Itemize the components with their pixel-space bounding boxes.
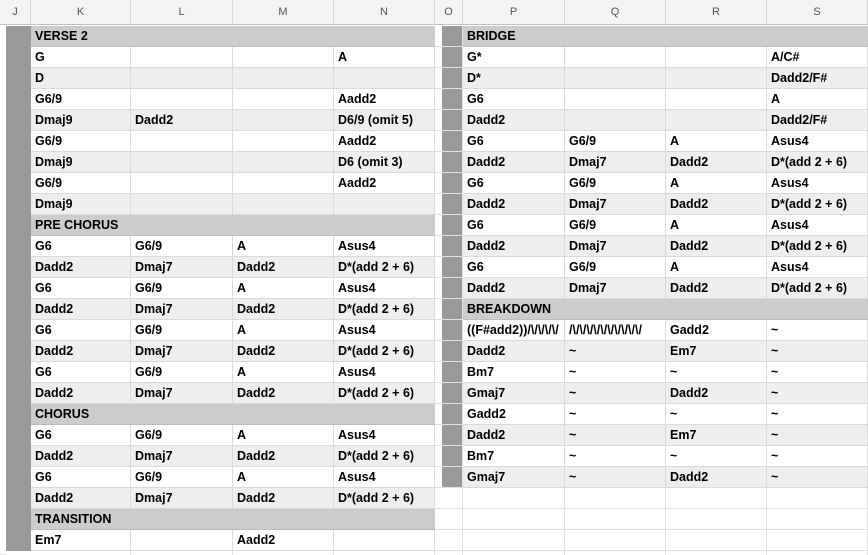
empty-cell[interactable] <box>565 488 666 509</box>
cell[interactable]: G6/9 <box>565 257 666 278</box>
cell[interactable] <box>131 194 233 215</box>
cell[interactable] <box>565 47 666 68</box>
cell[interactable]: Asus4 <box>767 215 868 236</box>
cell[interactable]: Aadd2 <box>334 173 435 194</box>
cell[interactable]: Asus4 <box>334 236 435 257</box>
column-header-j[interactable]: J <box>0 0 31 25</box>
cell[interactable]: Aadd2 <box>233 530 334 551</box>
cell[interactable]: Dadd2 <box>31 257 131 278</box>
cell[interactable]: ~ <box>565 362 666 383</box>
cell[interactable]: Dmaj7 <box>565 278 666 299</box>
cell[interactable]: Gmaj7 <box>463 383 565 404</box>
empty-cell[interactable] <box>435 488 463 509</box>
section-header: CHORUS <box>31 404 435 425</box>
column-header-r[interactable]: R <box>666 0 767 25</box>
cell[interactable]: Dmaj7 <box>565 236 666 257</box>
empty-cell[interactable] <box>435 152 463 173</box>
cell[interactable]: G6 <box>463 131 565 152</box>
empty-cell[interactable] <box>666 530 767 551</box>
empty-cell[interactable] <box>435 215 463 236</box>
cell[interactable]: A <box>233 467 334 488</box>
cell[interactable]: A <box>666 131 767 152</box>
cell[interactable]: Dadd2 <box>666 236 767 257</box>
empty-cell[interactable] <box>435 47 463 68</box>
cell[interactable]: G6 <box>463 215 565 236</box>
cell[interactable]: ~ <box>767 404 868 425</box>
cell[interactable]: G6/9 <box>131 320 233 341</box>
cell[interactable]: Dadd2 <box>233 299 334 320</box>
empty-cell[interactable] <box>767 509 868 530</box>
cell[interactable]: Dadd2 <box>463 425 565 446</box>
cell[interactable]: Asus4 <box>334 320 435 341</box>
cell[interactable]: Dadd2 <box>463 278 565 299</box>
cell[interactable] <box>131 89 233 110</box>
cell[interactable]: G6/9 <box>565 131 666 152</box>
cell[interactable]: D*(add 2 + 6) <box>334 446 435 467</box>
cell[interactable]: Dadd2/F# <box>767 68 868 89</box>
cell[interactable] <box>233 194 334 215</box>
cell[interactable]: Asus4 <box>334 467 435 488</box>
cell[interactable]: Dadd2 <box>31 299 131 320</box>
cell[interactable] <box>666 47 767 68</box>
cell[interactable]: ~ <box>767 341 868 362</box>
cell[interactable]: Asus4 <box>767 257 868 278</box>
cell[interactable] <box>666 89 767 110</box>
cell[interactable]: ~ <box>767 320 868 341</box>
cell[interactable]: G6/9 <box>565 173 666 194</box>
cell[interactable]: G6 <box>31 425 131 446</box>
cell[interactable]: Dadd2 <box>31 383 131 404</box>
cell[interactable]: D*(add 2 + 6) <box>334 488 435 509</box>
cell[interactable]: ~ <box>565 404 666 425</box>
empty-cell[interactable] <box>435 404 463 425</box>
cell[interactable]: A <box>233 236 334 257</box>
cell[interactable] <box>666 110 767 131</box>
cell[interactable]: D6 (omit 3) <box>334 152 435 173</box>
cell[interactable]: G* <box>463 47 565 68</box>
cell[interactable]: Em7 <box>666 341 767 362</box>
cell[interactable]: G6/9 <box>565 215 666 236</box>
cell[interactable]: Gmaj7 <box>463 467 565 488</box>
cell[interactable]: D*(add 2 + 6) <box>334 299 435 320</box>
empty-cell[interactable] <box>435 173 463 194</box>
cell[interactable]: A <box>233 425 334 446</box>
cell[interactable] <box>131 131 233 152</box>
cell[interactable]: Dmaj9 <box>31 152 131 173</box>
empty-cell[interactable] <box>435 425 463 446</box>
cell[interactable]: ~ <box>767 362 868 383</box>
cell[interactable] <box>233 173 334 194</box>
cell[interactable]: Asus4 <box>767 173 868 194</box>
cell[interactable] <box>131 47 233 68</box>
cell[interactable]: ~ <box>565 341 666 362</box>
cell[interactable]: Asus4 <box>334 362 435 383</box>
cell[interactable]: D*(add 2 + 6) <box>767 278 868 299</box>
cell[interactable]: Dadd2 <box>463 341 565 362</box>
empty-cell[interactable] <box>767 488 868 509</box>
cell[interactable]: ~ <box>666 404 767 425</box>
empty-cell[interactable] <box>435 278 463 299</box>
cell[interactable] <box>131 173 233 194</box>
empty-cell[interactable] <box>666 509 767 530</box>
cell[interactable]: Dadd2 <box>463 194 565 215</box>
empty-cell[interactable] <box>435 257 463 278</box>
cell[interactable]: Aadd2 <box>334 131 435 152</box>
empty-cell[interactable] <box>463 551 565 555</box>
empty-cell[interactable] <box>435 362 463 383</box>
cell[interactable]: D*(add 2 + 6) <box>767 236 868 257</box>
cell[interactable]: Dmaj7 <box>131 488 233 509</box>
cell[interactable]: D*(add 2 + 6) <box>334 257 435 278</box>
cell[interactable]: G6 <box>31 362 131 383</box>
cell[interactable]: Gadd2 <box>463 404 565 425</box>
empty-cell[interactable] <box>565 530 666 551</box>
column-header-m[interactable]: M <box>233 0 334 25</box>
empty-cell[interactable] <box>767 551 868 555</box>
empty-cell[interactable] <box>435 551 463 555</box>
empty-cell[interactable] <box>435 194 463 215</box>
cell[interactable]: A <box>334 47 435 68</box>
cell[interactable] <box>131 152 233 173</box>
cell[interactable]: D*(add 2 + 6) <box>334 341 435 362</box>
cell[interactable]: Dadd2 <box>666 278 767 299</box>
cell[interactable]: Gadd2 <box>666 320 767 341</box>
cell[interactable]: Em7 <box>31 530 131 551</box>
cell[interactable]: Dmaj9 <box>31 194 131 215</box>
cell[interactable]: G6/9 <box>131 236 233 257</box>
empty-cell[interactable] <box>435 68 463 89</box>
cell[interactable]: A <box>233 362 334 383</box>
column-header-l[interactable]: L <box>131 0 233 25</box>
cell[interactable] <box>334 530 435 551</box>
cell[interactable]: ~ <box>767 425 868 446</box>
empty-cell[interactable] <box>666 488 767 509</box>
cell[interactable]: Dadd2 <box>666 152 767 173</box>
cell[interactable]: Aadd2 <box>334 89 435 110</box>
cell[interactable]: Dadd2 <box>666 383 767 404</box>
cell[interactable]: Asus4 <box>767 131 868 152</box>
cell[interactable]: D*(add 2 + 6) <box>767 152 868 173</box>
cell[interactable]: Dmaj7 <box>131 257 233 278</box>
cell[interactable]: ~ <box>565 446 666 467</box>
cell[interactable]: Dadd2 <box>666 467 767 488</box>
cell[interactable]: Dmaj7 <box>131 446 233 467</box>
cell[interactable]: G6/9 <box>31 131 131 152</box>
cell[interactable]: Dmaj7 <box>131 341 233 362</box>
cell[interactable]: ((F#add2))/\/\/\/\/ <box>463 320 565 341</box>
section-header: TRANSITION <box>31 509 435 530</box>
section-header: BREAKDOWN <box>463 299 868 320</box>
empty-cell[interactable] <box>463 509 565 530</box>
column-header-n[interactable]: N <box>334 0 435 25</box>
cell[interactable]: A <box>233 320 334 341</box>
empty-cell[interactable] <box>435 26 463 47</box>
cell[interactable] <box>233 131 334 152</box>
empty-cell[interactable] <box>463 530 565 551</box>
cell[interactable]: Dadd2 <box>666 194 767 215</box>
empty-cell[interactable] <box>0 26 6 555</box>
cell[interactable]: ~ <box>565 383 666 404</box>
empty-cell[interactable] <box>565 551 666 555</box>
cell[interactable]: Dadd2 <box>31 341 131 362</box>
empty-cell[interactable] <box>666 551 767 555</box>
cell[interactable]: Dadd2 <box>131 110 233 131</box>
cell[interactable]: D*(add 2 + 6) <box>334 383 435 404</box>
empty-cell[interactable] <box>31 551 131 555</box>
empty-cell[interactable] <box>435 467 463 488</box>
empty-cell[interactable] <box>435 530 463 551</box>
cell[interactable]: G6/9 <box>131 425 233 446</box>
cell[interactable]: G <box>31 47 131 68</box>
cell[interactable]: Dmaj7 <box>131 299 233 320</box>
empty-cell[interactable] <box>435 446 463 467</box>
cell[interactable] <box>233 152 334 173</box>
cell[interactable] <box>233 110 334 131</box>
cell[interactable]: G6/9 <box>131 362 233 383</box>
cell[interactable] <box>233 47 334 68</box>
empty-cell[interactable] <box>463 488 565 509</box>
cell[interactable]: G6 <box>31 320 131 341</box>
cell[interactable]: Dadd2 <box>31 446 131 467</box>
cell[interactable]: ~ <box>666 446 767 467</box>
cell[interactable]: A <box>666 257 767 278</box>
cell[interactable]: G6 <box>31 236 131 257</box>
empty-cell[interactable] <box>435 89 463 110</box>
cell[interactable] <box>334 68 435 89</box>
cell[interactable]: Dadd2 <box>463 236 565 257</box>
empty-cell[interactable] <box>233 551 334 555</box>
cell[interactable]: A <box>666 173 767 194</box>
section-header: BRIDGE <box>463 26 868 47</box>
empty-cell[interactable] <box>435 320 463 341</box>
empty-cell[interactable] <box>435 509 463 530</box>
cell[interactable]: ~ <box>767 383 868 404</box>
cell[interactable]: G6 <box>463 89 565 110</box>
empty-cell[interactable] <box>131 551 233 555</box>
cell[interactable]: Dadd2 <box>233 383 334 404</box>
cell[interactable]: Dadd2 <box>31 488 131 509</box>
column-header-p[interactable]: P <box>463 0 565 25</box>
cell[interactable]: Asus4 <box>334 425 435 446</box>
empty-cell[interactable] <box>435 299 463 320</box>
column-header-q[interactable]: Q <box>565 0 666 25</box>
section-header: PRE CHORUS <box>31 215 435 236</box>
cell[interactable]: G6 <box>463 257 565 278</box>
empty-cell[interactable] <box>767 530 868 551</box>
cell[interactable]: Bm7 <box>463 446 565 467</box>
cell[interactable]: Em7 <box>666 425 767 446</box>
cell[interactable] <box>233 89 334 110</box>
cell[interactable] <box>565 68 666 89</box>
cell[interactable]: D* <box>463 68 565 89</box>
cell[interactable]: Bm7 <box>463 362 565 383</box>
cell[interactable]: D <box>31 68 131 89</box>
cell[interactable] <box>131 68 233 89</box>
empty-cell[interactable] <box>435 341 463 362</box>
cell[interactable]: Dadd2 <box>463 152 565 173</box>
cell[interactable]: A <box>666 215 767 236</box>
section-header: VERSE 2 <box>31 26 435 47</box>
empty-cell[interactable] <box>435 236 463 257</box>
cell[interactable] <box>565 89 666 110</box>
column-header-k[interactable]: K <box>31 0 131 25</box>
cell[interactable]: Dadd2/F# <box>767 110 868 131</box>
empty-cell[interactable] <box>435 131 463 152</box>
cell[interactable] <box>334 194 435 215</box>
cell[interactable]: Dadd2 <box>233 341 334 362</box>
cell[interactable]: ~ <box>767 467 868 488</box>
column-header-s[interactable]: S <box>767 0 868 25</box>
cell[interactable]: Asus4 <box>334 278 435 299</box>
cell[interactable] <box>131 530 233 551</box>
cell[interactable] <box>565 110 666 131</box>
cell[interactable]: G6/9 <box>131 278 233 299</box>
cell[interactable]: Dmaj7 <box>565 194 666 215</box>
cell[interactable]: ~ <box>565 467 666 488</box>
cell[interactable] <box>233 68 334 89</box>
cell[interactable]: Dadd2 <box>463 110 565 131</box>
cell[interactable]: G6/9 <box>31 173 131 194</box>
cell[interactable]: A/C# <box>767 47 868 68</box>
empty-cell[interactable] <box>435 383 463 404</box>
cell[interactable]: Dadd2 <box>233 257 334 278</box>
cell[interactable]: A <box>767 89 868 110</box>
cell[interactable]: Dadd2 <box>233 488 334 509</box>
empty-cell[interactable] <box>435 110 463 131</box>
empty-cell[interactable] <box>334 551 435 555</box>
cell[interactable]: G6 <box>31 278 131 299</box>
cell[interactable]: Dmaj9 <box>31 110 131 131</box>
cell[interactable]: Dmaj7 <box>565 152 666 173</box>
cell[interactable]: ~ <box>767 446 868 467</box>
cell[interactable]: G6 <box>463 173 565 194</box>
cell[interactable]: G6/9 <box>131 467 233 488</box>
cell[interactable]: /\/\/\/\/\/\/\/\/\/\/ <box>565 320 666 341</box>
gutter-column <box>6 26 31 551</box>
cell[interactable]: G6 <box>31 467 131 488</box>
column-header-o[interactable]: O <box>435 0 463 25</box>
cell[interactable]: Dadd2 <box>233 446 334 467</box>
cell[interactable]: ~ <box>565 425 666 446</box>
cell[interactable]: Dmaj7 <box>131 383 233 404</box>
cell[interactable]: D6/9 (omit 5) <box>334 110 435 131</box>
cell[interactable]: ~ <box>666 362 767 383</box>
cell[interactable]: A <box>233 278 334 299</box>
cell[interactable]: G6/9 <box>31 89 131 110</box>
empty-cell[interactable] <box>565 509 666 530</box>
cell[interactable]: D*(add 2 + 6) <box>767 194 868 215</box>
cell[interactable] <box>666 68 767 89</box>
